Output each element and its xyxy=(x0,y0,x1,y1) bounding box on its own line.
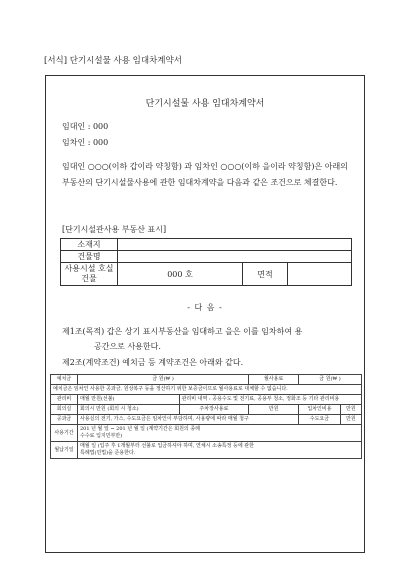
usage-period-value xyxy=(78,425,362,442)
deposit-label: 예치금 xyxy=(51,375,78,385)
lessee-line: 임차인 : 000 xyxy=(62,138,109,147)
utilities-label: 공과금 xyxy=(51,415,78,425)
parking-fee-value: 만원 xyxy=(249,405,299,415)
article-1-line-2: 공간으로 사용한다. xyxy=(94,342,161,351)
article-1 xyxy=(62,324,358,354)
management-fee-detail: 관리비 내역 : 공용수도 및 전기료, 공용부 청소, 정화조 등 기타 관리비용 xyxy=(179,395,361,405)
meeting-room-value: 회의시 만원 (회의 시 청소) xyxy=(78,405,180,415)
form-label: [서식] 단기시설물 사용 임대차계약서 xyxy=(44,56,182,66)
article-2: 제2조(계약조건) 예치금 등 계약조건은 아래와 같다. xyxy=(62,358,244,367)
contract-title: 단기시설물 사용 임대차계약서 xyxy=(145,99,265,109)
deposit-value: 금 원(₩ ) xyxy=(78,375,249,385)
management-fee-label: 관리비 xyxy=(51,395,78,405)
payment-date-line-1: 매월 일 (입주 후 1개월부터 선불로 입금하셔야 하며, 연체시 소송특정 등에 관한 xyxy=(80,443,254,449)
deposit-note: 예치금은 임차인 사용한 공과금, 원상복구 등을 정산하기 위한 보증금이므로 월사용료로 대체할 수 없습니다. xyxy=(51,385,362,395)
contract-frame xyxy=(45,75,365,553)
area-label: 면적 xyxy=(243,263,288,286)
address-label: 소재지 xyxy=(61,239,118,251)
payment-date-value xyxy=(78,442,362,459)
tenant-cost-value: 만원 xyxy=(340,405,361,415)
water-fee-label: 수도요금 xyxy=(299,415,341,425)
meeting-room-label: 회의실 xyxy=(51,405,78,415)
monthly-fee-value: 금 원(₩ ) xyxy=(299,375,362,385)
payment-date-label: 월납기일 xyxy=(51,442,78,459)
monthly-fee-label: 월사용료 xyxy=(249,375,299,385)
terms-table xyxy=(50,374,362,459)
usage-period-label: 사용기간 xyxy=(51,425,78,442)
address-value xyxy=(118,239,352,251)
intro-paragraph: 임대인 ○○○(이하 갑이라 약칭함) 과 임차인 ○○○(이하 을이라 약칭함)은 아래의 부동산의 단기시설물사용에 관한 임대차계약을 다음과 같은 조건으로 체결한다. xyxy=(62,162,348,187)
tenant-cost-label: 입차인비용 xyxy=(299,405,341,415)
unit-value: 000 호 xyxy=(118,263,243,286)
payment-date-line-2: 특례법(민법)을 준용한다. xyxy=(80,450,136,456)
property-table xyxy=(60,238,352,286)
management-fee-value: 매월 만원(선불) xyxy=(78,395,180,405)
area-value xyxy=(288,263,352,286)
article-1-line-1: 제1조(목적) 갑은 상기 표시부동산을 임대하고 을은 이를 임차하여 용 xyxy=(62,327,303,336)
facility-label: 사용시설 호실건물 xyxy=(61,263,118,286)
utilities-value: 사용실의 전기, 가스, 수도요금은 임차인이 부담하며, 사용량에 따라 매월 청구 xyxy=(78,415,299,425)
building-value xyxy=(118,251,352,263)
property-section-heading: [단기시설관사용 부동산 표시] xyxy=(62,225,167,234)
building-label: 건물명 xyxy=(61,251,118,263)
usage-period-line-1: 201 년 월 일 ~ 201 년 월 일 (계약기간은 회원의 종례 xyxy=(80,426,200,432)
usage-period-line-2: 수수료 입지민부만) xyxy=(80,433,123,439)
divider-text: - 다 음 - xyxy=(187,303,223,312)
lessor-line: 임대인 : 000 xyxy=(62,122,109,131)
parking-fee-label: 주차장사용료 xyxy=(179,405,249,415)
water-fee-value: 만원 xyxy=(340,415,361,425)
